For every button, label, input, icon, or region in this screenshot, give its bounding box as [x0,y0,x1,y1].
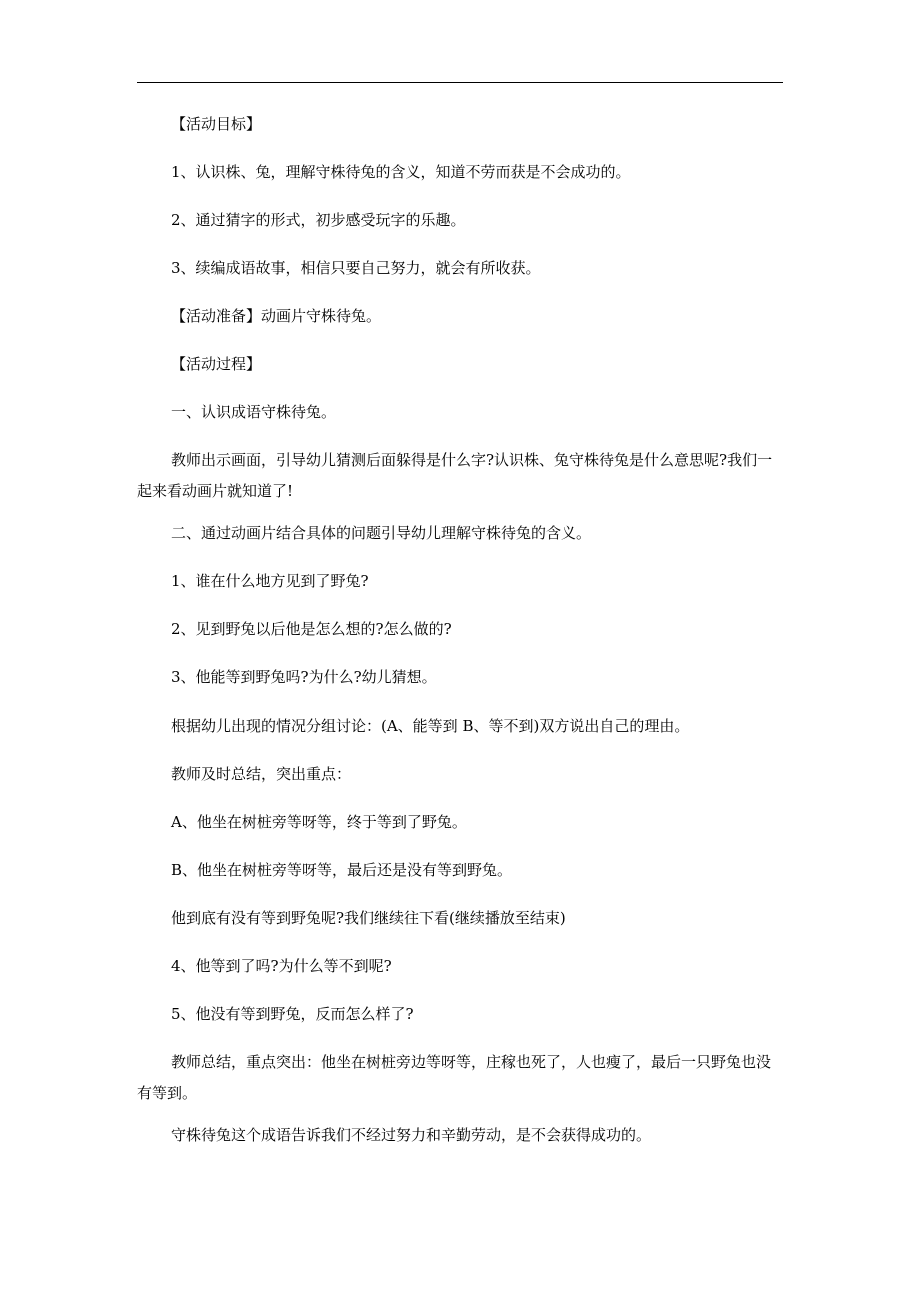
paragraph: 根据幼儿出现的情况分组讨论：(A、能等到 B、等不到)双方说出自己的理由。 [171,717,690,735]
paragraph: 2、见到野兔以后他是怎么想的?怎么做的? [171,620,452,638]
paragraph: 5、他没有等到野兔，反而怎么样了? [171,1005,414,1023]
paragraph: 教师总结，重点突出：他坐在树桩旁边等呀等，庄稼也死了，人也瘦了，最后一只野兔也没有等到。 [137,1053,772,1102]
paragraph: 1、认识株、兔，理解守株待兔的含义，知道不劳而获是不会成功的。 [171,163,631,181]
paragraph: 4、他等到了吗?为什么等不到呢? [171,957,392,975]
paragraph: 守株待兔这个成语告诉我们不经过努力和辛勤劳动，是不会获得成功的。 [171,1126,652,1144]
paragraph: 1、谁在什么地方见到了野兔? [171,572,369,590]
paragraph: 3、他能等到野兔吗?为什么?幼儿猜想。 [171,668,437,686]
paragraph: 二、通过动画片结合具体的问题引导幼儿理解守株待兔的含义。 [171,524,592,542]
paragraph: 教师及时总结，突出重点： [171,765,352,783]
paragraph: 3、续编成语故事，相信只要自己努力，就会有所收获。 [171,259,541,277]
paragraph: A、他坐在树桩旁等呀等，终于等到了野兔。 [171,813,467,831]
header-rule [137,82,783,83]
paragraph: B、他坐在树桩旁等呀等，最后还是没有等到野兔。 [171,861,513,879]
paragraph: 2、通过猜字的形式，初步感受玩字的乐趣。 [171,211,466,229]
paragraph: 一、认识成语守株待兔。 [171,403,337,421]
paragraph: 他到底有没有等到野兔呢?我们继续往下看(继续播放至结束) [171,909,566,927]
paragraph: 教师出示画面，引导幼儿猜测后面躲得是什么字?认识株、兔守株待兔是什么意思呢?我们一起来看动画片就知道了! [137,451,773,500]
section-heading-preparation: 【活动准备】动画片守株待兔。 [171,307,382,325]
section-heading-process: 【活动过程】 [171,355,262,373]
section-heading-goals: 【活动目标】 [171,115,262,133]
